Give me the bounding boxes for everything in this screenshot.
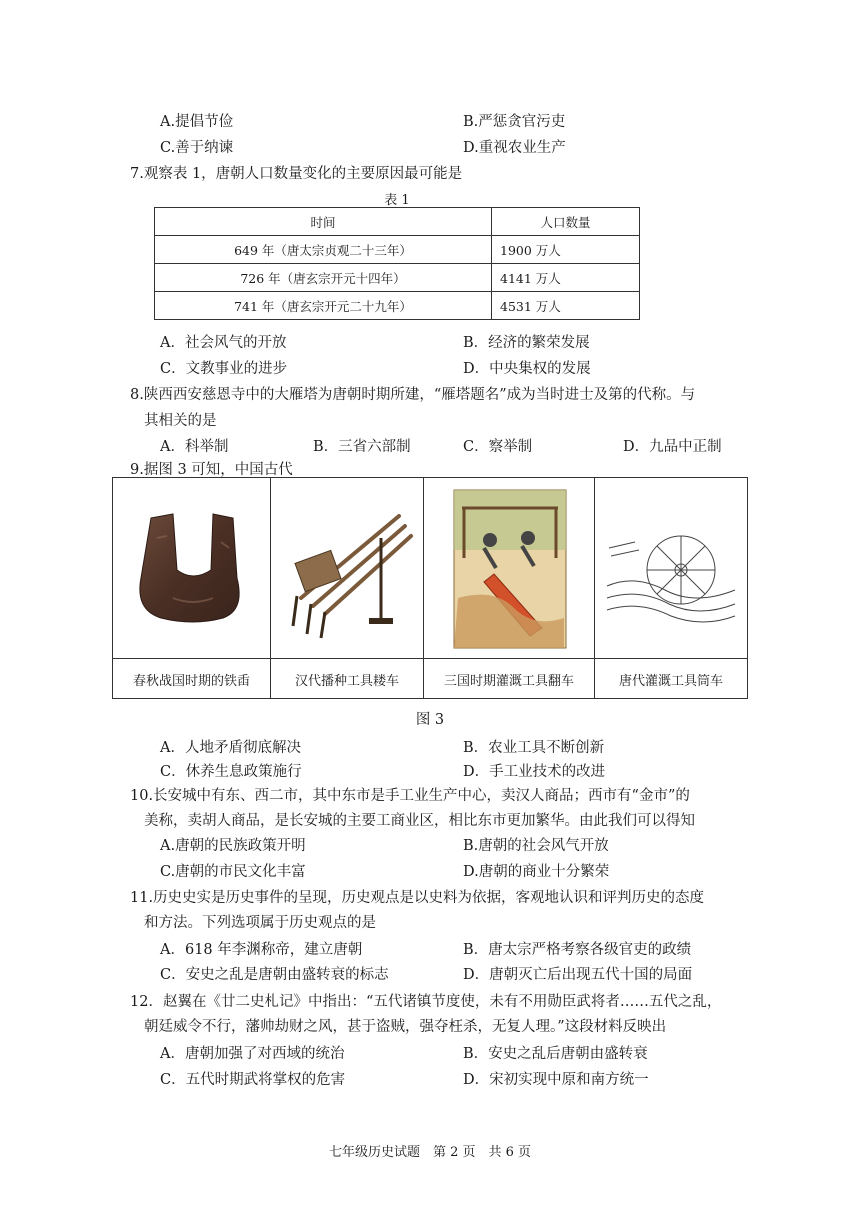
cell-time: 741 年（唐玄宗开元二十九年） (155, 292, 492, 320)
q7-stem: 7.观察表 1，唐朝人口数量变化的主要原因最可能是 (130, 166, 463, 182)
caption-iron-spade: 春秋战国时期的铁臿 (113, 658, 270, 699)
q12-option-d[interactable]: D．宋初实现中原和南方统一 (463, 1072, 649, 1088)
q7-option-a[interactable]: A．社会风气的开放 (160, 335, 287, 351)
chain-pump-image (424, 478, 594, 658)
table-row (155, 292, 640, 320)
q6-option-b[interactable]: B.严惩贪官污吏 (463, 114, 566, 130)
q10-stem-line2: 美称，卖胡人商品，是长安城的主要工商业区，相比东市更加繁华。由此我们可以得知 (144, 813, 695, 829)
q10-option-c[interactable]: C.唐朝的市民文化丰富 (160, 864, 306, 880)
figure-cell-water-wheel (595, 478, 747, 698)
cell-time: 726 年（唐玄宗开元十四年） (155, 264, 492, 292)
q7-option-b[interactable]: B．经济的繁荣发展 (463, 335, 590, 351)
q9-option-b[interactable]: B．农业工具不断创新 (463, 740, 605, 756)
table-title: 表 1 (384, 193, 410, 208)
q9-option-d[interactable]: D．手工业技术的改进 (463, 764, 606, 780)
q6-option-c[interactable]: C.善于纳谏 (160, 140, 234, 156)
q8-stem-line2: 其相关的是 (144, 413, 217, 429)
q9-option-c[interactable]: C．休养生息政策施行 (160, 764, 302, 780)
cell-population: 1900 万人 (492, 236, 640, 264)
q7-option-d[interactable]: D．中央集权的发展 (463, 361, 591, 377)
caption-chain-pump: 三国时期灌溉工具翻车 (424, 658, 594, 699)
q11-option-b[interactable]: B．唐太宗严格考察各级官吏的政绩 (463, 942, 692, 958)
page-footer: 七年级历史试题 第 2 页 共 6 页 (328, 1145, 532, 1160)
q10-option-d[interactable]: D.唐朝的商业十分繁荣 (463, 864, 610, 880)
q11-stem-line1: 11.历史史实是历史事件的呈现，历史观点是以史料为依据，客观地认识和评判历史的态度 (130, 890, 705, 906)
q10-option-b[interactable]: B.唐朝的社会风气开放 (463, 838, 609, 854)
iron-spade-image (113, 478, 270, 658)
caption-seed-drill: 汉代播种工具耧车 (271, 658, 423, 699)
q8-option-d[interactable]: D．九品中正制 (623, 439, 722, 455)
q11-option-c[interactable]: C．安史之乱是唐朝由盛转衰的标志 (160, 967, 389, 983)
seed-drill-image (271, 478, 423, 658)
q11-option-a[interactable]: A．618 年李渊称帝，建立唐朝 (160, 942, 363, 958)
q8-option-b[interactable]: B．三省六部制 (313, 439, 411, 455)
q12-option-b[interactable]: B．安史之乱后唐朝由盛转衰 (463, 1046, 648, 1062)
q8-stem-line1: 8.陕西西安慈恩寺中的大雁塔为唐朝时期所建，“雁塔题名”成为当时进士及第的代称。与 (130, 387, 696, 403)
q8-option-a[interactable]: A．科举制 (160, 439, 229, 455)
cell-population: 4531 万人 (492, 292, 640, 320)
q9-stem: 9.据图 3 可知，中国古代 (130, 462, 293, 478)
figure-cell-chain-pump (424, 478, 595, 698)
figure-cell-seed-drill (271, 478, 424, 698)
table-header-row (155, 208, 640, 236)
table-row (155, 236, 640, 264)
q12-stem-line1: 12．赵翼在《廿二史札记》中指出：“五代诸镇节度使，未有不用勋臣武将者……五代之乱， (130, 994, 722, 1010)
caption-water-wheel: 唐代灌溉工具筒车 (595, 658, 747, 699)
q7-option-c[interactable]: C．文教事业的进步 (160, 361, 288, 377)
population-table (154, 207, 640, 320)
q6-option-a[interactable]: A.提倡节俭 (160, 114, 234, 130)
q12-stem-line2: 朝廷威令不行，藩帅劫财之风，甚于盗贼，强夺枉杀，无复人理。”这段材料反映出 (144, 1019, 667, 1035)
q10-stem-line1: 10.长安城中有东、西二市，其中东市是手工业生产中心，卖汉人商品；西市有“金市”的 (130, 788, 690, 804)
header-population: 人口数量 (492, 208, 640, 236)
table-row (155, 264, 640, 292)
header-time: 时间 (155, 208, 492, 236)
q6-option-d[interactable]: D.重视农业生产 (463, 140, 566, 156)
q9-option-a[interactable]: A．人地矛盾彻底解决 (160, 740, 301, 756)
figure-3 (112, 477, 748, 699)
figure-cell-iron-spade (113, 478, 271, 698)
figure-caption: 图 3 (415, 712, 445, 728)
q10-option-a[interactable]: A.唐朝的民族政策开明 (160, 838, 306, 854)
water-wheel-image (595, 478, 747, 658)
q8-option-c[interactable]: C．察举制 (463, 439, 533, 455)
cell-time: 649 年（唐太宗贞观二十三年） (155, 236, 492, 264)
q12-option-a[interactable]: A．唐朝加强了对西域的统治 (160, 1046, 345, 1062)
cell-population: 4141 万人 (492, 264, 640, 292)
q11-stem-line2: 和方法。下列选项属于历史观点的是 (144, 915, 376, 931)
q12-option-c[interactable]: C．五代时期武将掌权的危害 (160, 1072, 346, 1088)
q11-option-d[interactable]: D．唐朝灭亡后出现五代十国的局面 (463, 967, 693, 983)
